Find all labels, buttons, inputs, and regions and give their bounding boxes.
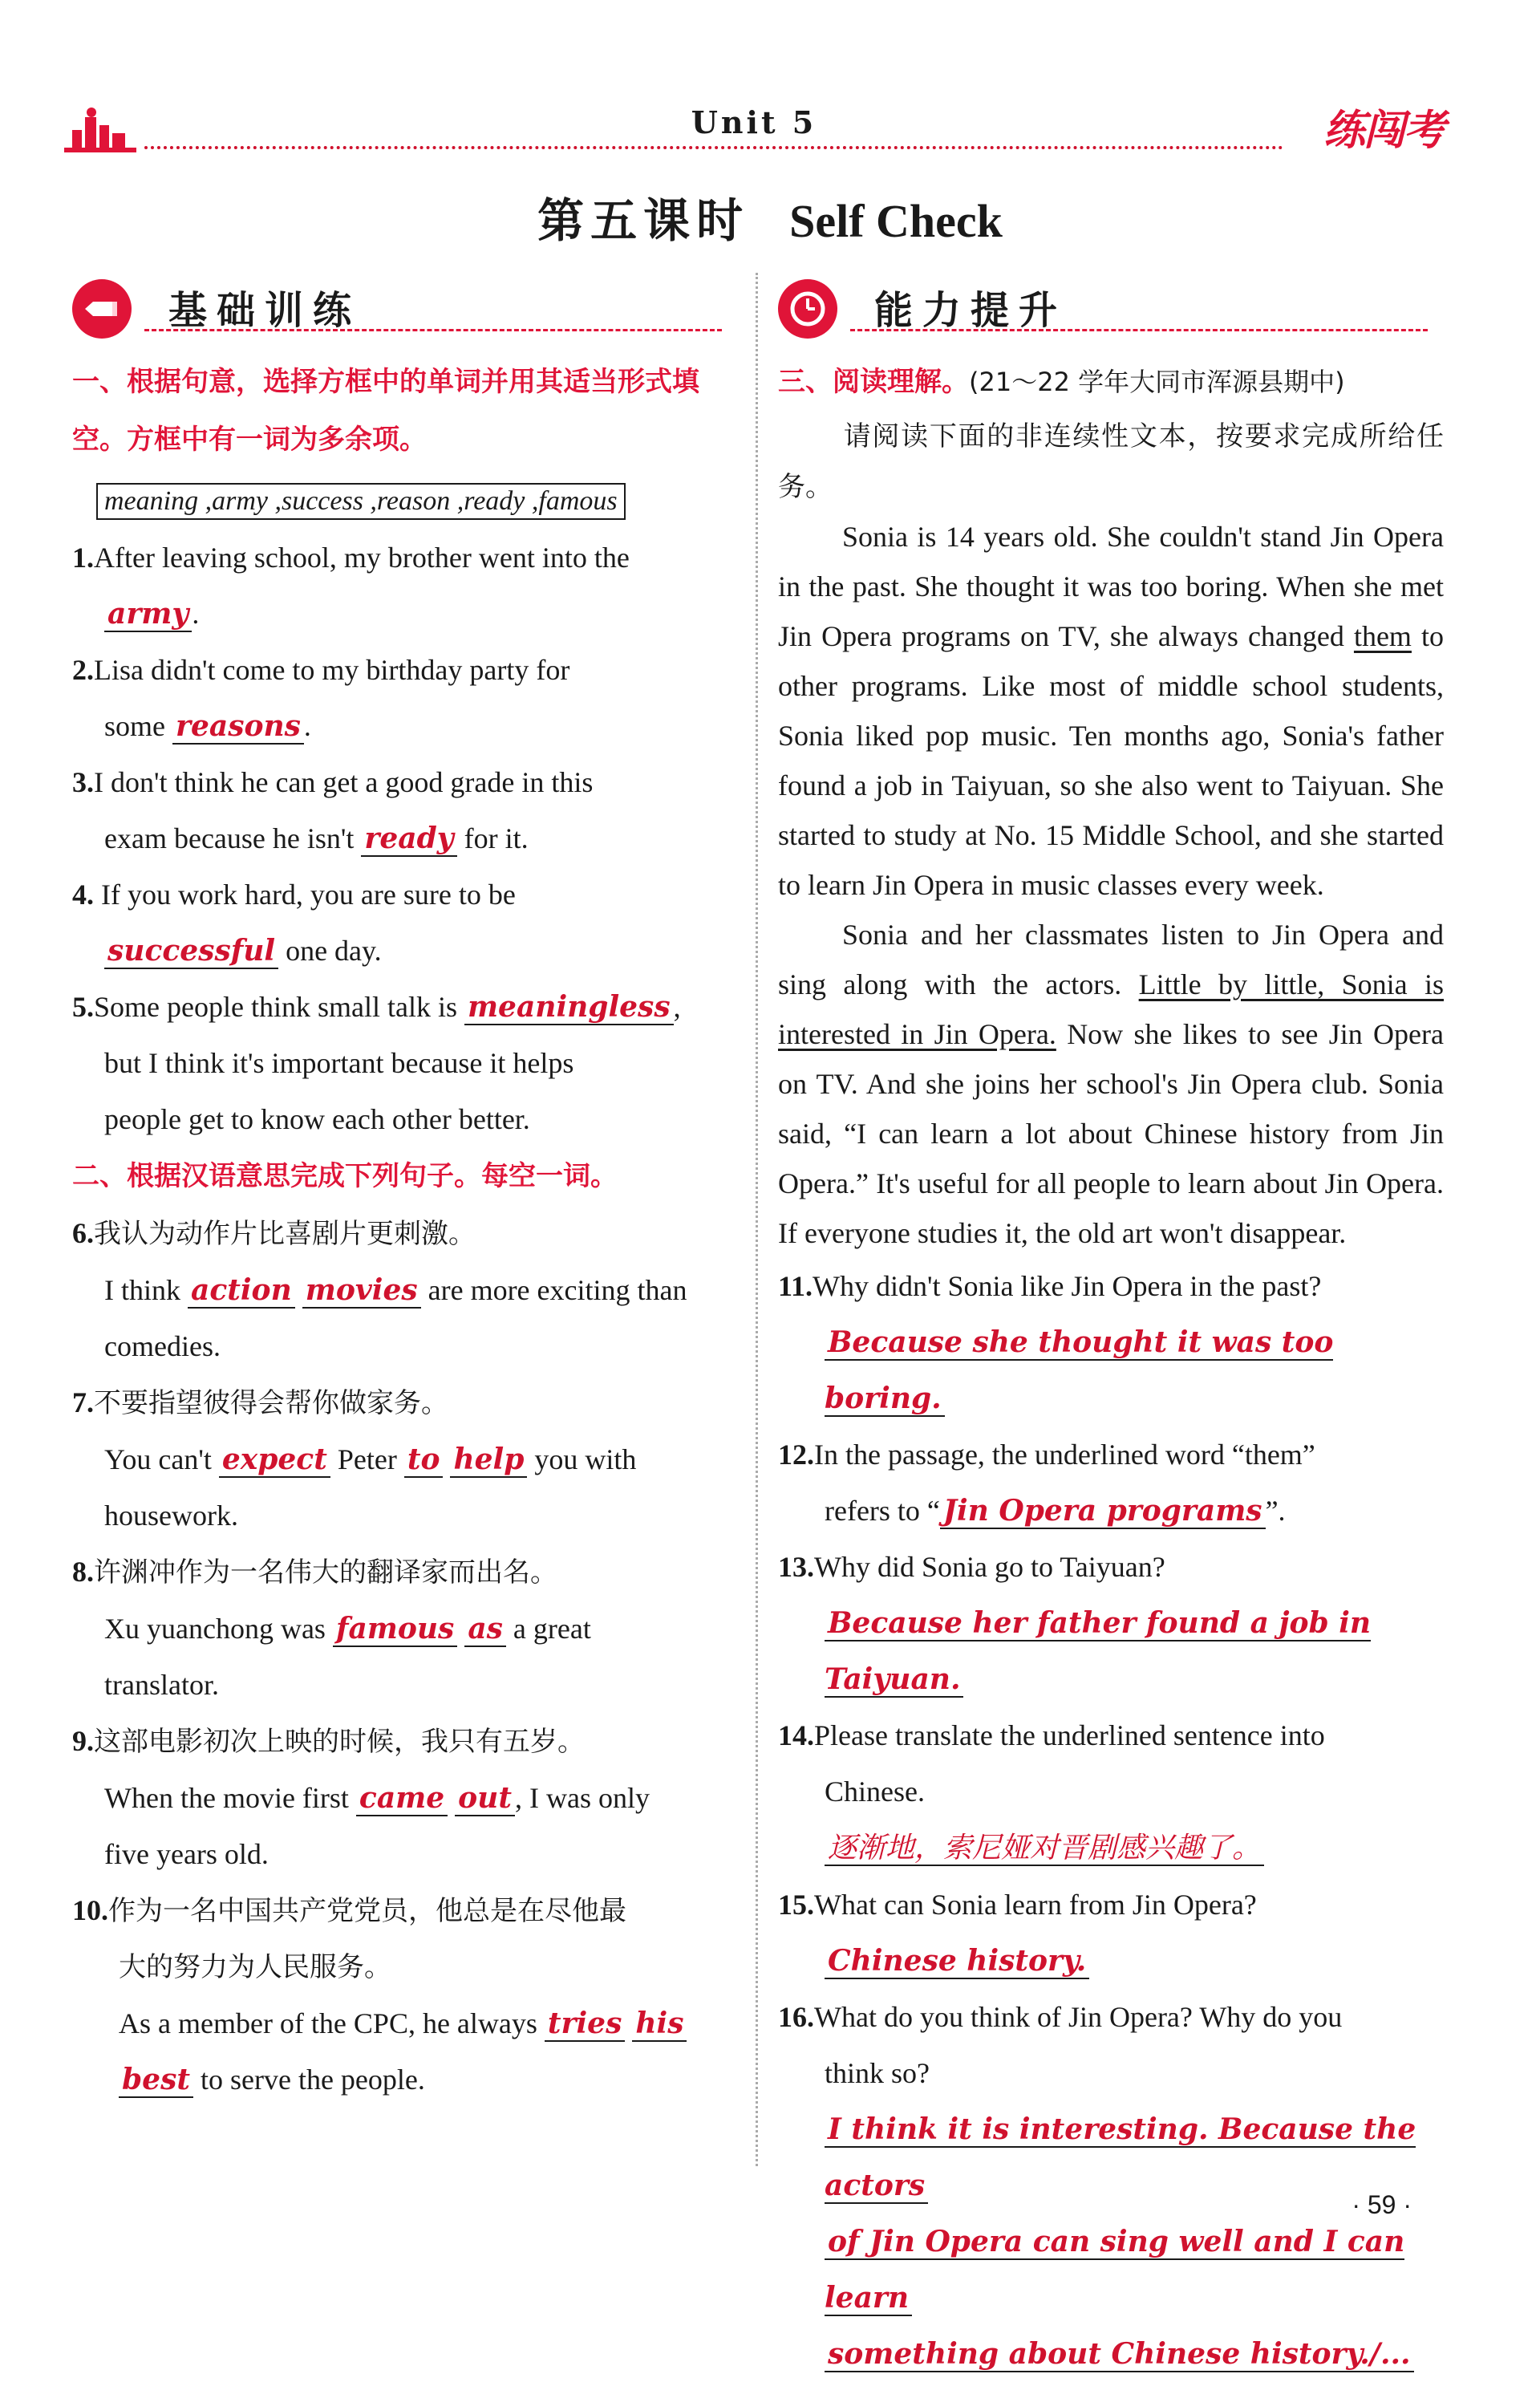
right-column	[778, 273, 1444, 2382]
section-banner-basic	[72, 273, 738, 345]
question-15: 15.What can Sonia learn from Jin Opera? Chinese history.	[778, 1889, 1257, 1978]
instruction: 请阅读下面的非连续性文本，按要求完成所给任务。	[778, 420, 1444, 503]
question-11: 11.Why didn't Sonia like Jin Opera in the past? Because she thought it was too boring.	[778, 1270, 1334, 1415]
unit-title: Unit 5	[691, 104, 817, 140]
question-1: 1.After leaving school, my brother went into the army .	[72, 542, 630, 631]
answer: Jin Opera programs	[940, 1494, 1266, 1529]
answer: meaningless	[464, 990, 674, 1025]
clock-icon	[778, 279, 837, 339]
answer: expect	[219, 1443, 330, 1478]
underlined-word: them	[1353, 620, 1412, 652]
answer: help	[450, 1443, 527, 1478]
answer: army	[104, 597, 192, 632]
answer: ready	[361, 822, 456, 857]
word-box: meaning ,army ,success ,reason ,ready ,famous	[96, 483, 626, 520]
answer: something about Chinese history./...	[825, 2337, 1414, 2372]
question-5: 5.Some people think small talk is meaningless , but I think it's important because it helps people get to know each other better.	[72, 990, 681, 1135]
question-9: 9.这部电影初次上映的时候，我只有五岁。 When the movie first came out , I was only five years old.	[72, 1725, 650, 1870]
answer: Chinese history.	[825, 1944, 1089, 1979]
section-banner-advanced	[778, 273, 1444, 345]
header-divider	[144, 146, 1283, 149]
column-divider	[756, 273, 758, 2166]
question-14: 14.Please translate the underlined sentence into Chinese. 逐渐地，索尼娅对晋剧感兴趣了。	[778, 1719, 1325, 1865]
part-two-heading: 二、根据汉语意思完成下列句子。每空一词。	[72, 1160, 618, 1192]
answer: of Jin Opera can sing well and I can learn	[825, 2225, 1405, 2315]
answer: out	[455, 1781, 515, 1816]
question-2: 2.Lisa didn't come to my birthday party for some reasons .	[72, 654, 570, 743]
page-header	[64, 96, 1444, 160]
section-title: 基础训练	[168, 288, 362, 333]
answer: successful	[104, 934, 278, 969]
question-10: 10.作为一名中国共产党党员，他总是在尽他最 大的努力为人民服务。 As a member of the CPC, he always tries his best to serve the people.	[72, 1882, 738, 2108]
question-4: 4. If you work hard, you are sure to be successful one day.	[72, 879, 516, 968]
answer: came	[356, 1781, 448, 1816]
answer: best	[119, 2063, 193, 2098]
section-title: 能力提升	[874, 288, 1068, 333]
answer: 逐渐地，索尼娅对晋剧感兴趣了。	[825, 1832, 1264, 1866]
answer: to	[404, 1443, 444, 1478]
left-column	[72, 273, 738, 2108]
passage-paragraph-2: Sonia and her classmates listen to Jin Opera and sing along with the actors. Little by little, Sonia is interested in Jin Opera. Now she likes to see Jin Opera on TV. And she joins her school's Jin Opera club. Sonia said, “I can learn a lot about Chinese history from Jin Opera.” It's useful for all people to learn about Jin Opera. If everyone studies it, the old art won't disappear.	[778, 919, 1445, 1249]
answer: tries	[545, 2007, 625, 2042]
answer: action	[188, 1273, 295, 1309]
question-13: 13.Why did Sonia go to Taiyuan? Because her father found a job in Taiyuan.	[778, 1551, 1372, 1696]
question-12: 12.In the passage, the underlined word “them” refers to “ Jin Opera programs ”.	[778, 1439, 1315, 1528]
question-3: 3.I don't think he can get a good grade in this exam because he isn't ready for it.	[72, 766, 594, 855]
answer: famous	[333, 1612, 457, 1647]
answer: as	[464, 1612, 506, 1647]
part-one-heading: 一、根据句意，选择方框中的单词并用其适当形式填空。方框中有一词为多余项。	[72, 366, 699, 456]
answer: I think it is interesting. Because the actors	[825, 2112, 1416, 2202]
city-skyline-icon	[64, 106, 136, 154]
page-number: · 59 ·	[1352, 2190, 1412, 2219]
brand-logo: 练闯考	[1323, 107, 1444, 155]
part-three-heading: 三、阅读理解。(21～22 学年大同市浑源县期中)	[778, 366, 1345, 398]
question-7: 7.不要指望彼得会帮你做家务。 You can't expect Peter to help you with housework.	[72, 1386, 637, 1532]
passage-paragraph-1: Sonia is 14 years old. She couldn't stand Jin Opera in the past. She thought it was too boring. When she met Jin Opera programs on TV, she always changed them to other programs. Like most of middle school students, Sonia liked pop music. Ten months ago, Sonia's father found a job in Taiyuan, so she also went to Taiyuan. She started to study at No. 15 Middle School, and she started to learn Jin Opera in music classes every week.	[778, 521, 1445, 901]
lesson-title	[0, 183, 1540, 250]
answer: reasons	[172, 709, 304, 745]
question-6: 6.我认为动作片比喜剧片更刺激。 I think action movies are more exciting than comedies.	[72, 1217, 687, 1362]
question-8: 8.许渊冲作为一名伟大的翻译家而出名。 Xu yuanchong was famous as a great translator.	[72, 1556, 591, 1701]
underlined-sentence: Little by little, Sonia is interested in Jin Opera.	[778, 968, 1445, 1050]
pencil-icon	[72, 279, 132, 339]
lesson-title-en: Self Check	[789, 195, 1003, 247]
source-note: (21～22 学年大同市浑源县期中)	[969, 367, 1345, 397]
answer: Because she thought it was too boring.	[825, 1325, 1334, 1415]
answer: Because her father found a job in Taiyuan.	[825, 1606, 1372, 1696]
lesson-title-cn: 第五课时	[537, 193, 750, 248]
answer: movies	[302, 1273, 421, 1309]
answer: his	[632, 2007, 687, 2042]
question-16: 16.What do you think of Jin Opera? Why do you think so? I think it is interesting. Because the actors of Jin Opera can sing well and I can learn something about Chinese history./...	[778, 2001, 1416, 2371]
